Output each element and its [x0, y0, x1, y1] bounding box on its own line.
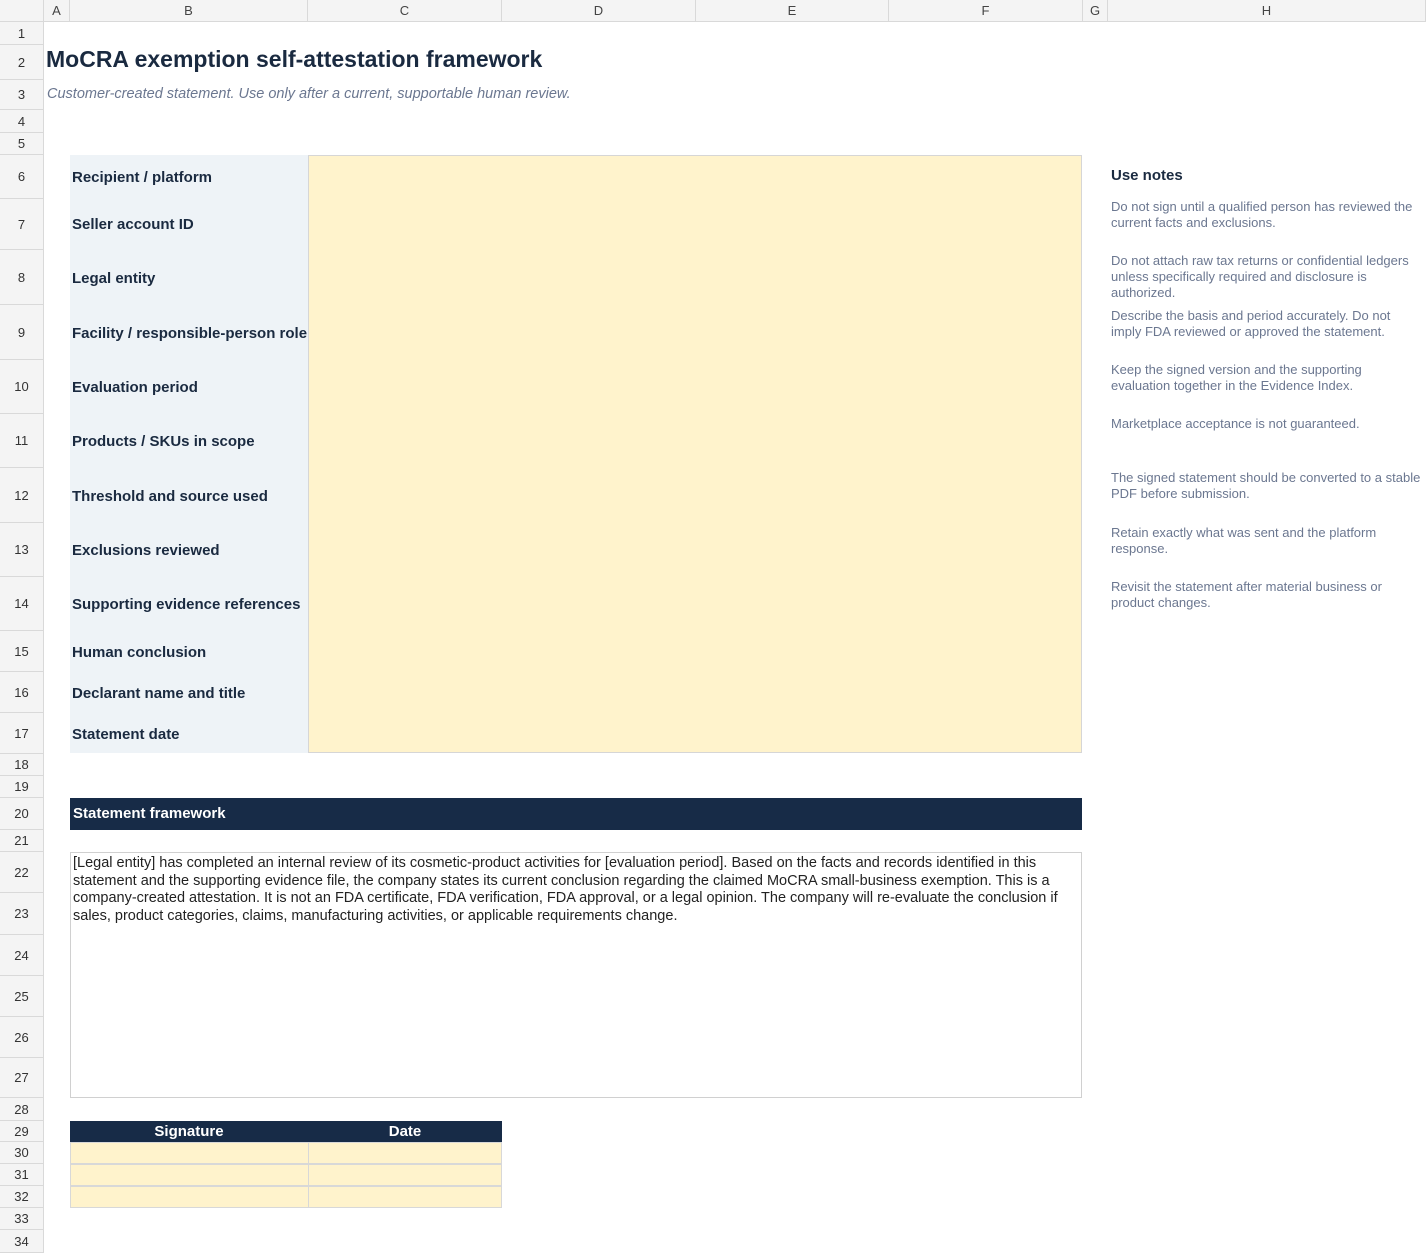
row-header[interactable]: 21 — [0, 830, 44, 852]
field-label: Supporting evidence references — [72, 595, 301, 613]
row-header[interactable]: 34 — [0, 1230, 44, 1253]
field-label: Legal entity — [72, 269, 156, 287]
row-header[interactable]: 22 — [0, 852, 44, 893]
row-header[interactable]: 11 — [0, 414, 44, 468]
use-note: Retain exactly what was sent and the platform response. — [1111, 525, 1377, 556]
date-cell[interactable] — [308, 1142, 502, 1164]
row-header[interactable]: 18 — [0, 754, 44, 776]
row-header[interactable]: 26 — [0, 1017, 44, 1058]
field-label: Threshold and source used — [72, 487, 268, 505]
row-header[interactable]: 7 — [0, 199, 44, 250]
row-header[interactable]: 28 — [0, 1098, 44, 1121]
row-header[interactable]: 14 — [0, 577, 44, 631]
use-note: The signed statement should be converted to a stable PDF before submission. — [1111, 470, 1421, 501]
row-header[interactable]: 6 — [0, 155, 44, 199]
row-header[interactable]: 32 — [0, 1186, 44, 1208]
row-header[interactable]: 4 — [0, 110, 44, 133]
row-header[interactable]: 30 — [0, 1142, 44, 1164]
field-label: Exclusions reviewed — [72, 541, 220, 559]
column-header[interactable]: H — [1108, 0, 1426, 22]
row-header[interactable]: 8 — [0, 250, 44, 305]
use-notes-title: Use notes — [1111, 167, 1183, 184]
row-header[interactable]: 5 — [0, 133, 44, 155]
field-label: Statement date — [72, 725, 180, 743]
row-header[interactable]: 9 — [0, 305, 44, 360]
field-label: Evaluation period — [72, 378, 198, 396]
use-note: Do not sign until a qualified person has reviewed the current facts and exclusions. — [1111, 199, 1413, 230]
row-header[interactable]: 16 — [0, 672, 44, 713]
field-label: Declarant name and title — [72, 684, 246, 702]
row-header[interactable]: 17 — [0, 713, 44, 754]
row-header[interactable]: 24 — [0, 935, 44, 976]
row-header[interactable]: 10 — [0, 360, 44, 414]
row-header[interactable]: 3 — [0, 80, 44, 110]
column-header[interactable]: D — [502, 0, 696, 22]
column-header[interactable]: E — [696, 0, 889, 22]
column-header[interactable]: B — [70, 0, 308, 22]
row-header[interactable]: 23 — [0, 893, 44, 935]
field-label: Seller account ID — [72, 215, 194, 233]
use-note: Do not attach raw tax returns or confidential ledgers unless specifically required and disclosure is authorized. — [1111, 253, 1409, 300]
select-all-corner[interactable] — [0, 0, 44, 22]
row-header[interactable]: 2 — [0, 45, 44, 80]
column-header[interactable]: F — [889, 0, 1083, 22]
column-header[interactable]: A — [44, 0, 70, 22]
field-input-area[interactable] — [308, 155, 1082, 753]
field-label: Products / SKUs in scope — [72, 432, 255, 450]
field-label: Facility / responsible-person role — [72, 324, 308, 342]
date-cell[interactable] — [308, 1186, 502, 1208]
row-header[interactable]: 31 — [0, 1164, 44, 1186]
use-note: Keep the signed version and the supporting evaluation together in the Evidence Index. — [1111, 362, 1362, 393]
use-note: Marketplace acceptance is not guaranteed. — [1111, 416, 1360, 431]
column-header[interactable]: C — [308, 0, 502, 22]
date-column-header: Date — [308, 1121, 502, 1142]
use-note: Describe the basis and period accurately. Do not imply FDA reviewed or approved the statement. — [1111, 308, 1391, 339]
field-label-column — [70, 155, 308, 753]
row-header[interactable]: 27 — [0, 1058, 44, 1098]
statement-framework-header: Statement framework — [70, 798, 1082, 830]
statement-text-cell[interactable]: [Legal entity] has completed an internal review of its cosmetic-product activities for [evaluation period]. Based on the facts and records identified in this statement and the supporting evidence file, the company states its current conclusion regarding the claimed MoCRA small-business exemption. This is a company-created attestation. It is not an FDA certificate, FDA verification, FDA approval, or a legal opinion. The company will re-evaluate the conclusion if sales, product categories, claims, manufacturing activities, or applicable requirements change. — [70, 852, 1082, 1098]
signature-cell[interactable] — [70, 1142, 309, 1164]
row-header[interactable]: 20 — [0, 798, 44, 830]
row-header[interactable]: 15 — [0, 631, 44, 672]
row-header[interactable]: 29 — [0, 1121, 44, 1142]
date-cell[interactable] — [308, 1164, 502, 1186]
row-header[interactable]: 25 — [0, 976, 44, 1017]
row-header[interactable]: 13 — [0, 523, 44, 577]
signature-cell[interactable] — [70, 1164, 309, 1186]
row-header[interactable]: 33 — [0, 1208, 44, 1230]
signature-column-header: Signature — [70, 1121, 308, 1142]
row-header[interactable]: 1 — [0, 22, 44, 45]
row-header[interactable]: 12 — [0, 468, 44, 523]
page-subtitle: Customer-created statement. Use only after a current, supportable human review. — [47, 86, 571, 102]
page-title: MoCRA exemption self-attestation framework — [46, 46, 543, 72]
use-note: Revisit the statement after material business or product changes. — [1111, 579, 1382, 610]
row-header[interactable]: 19 — [0, 776, 44, 798]
column-header[interactable]: G — [1083, 0, 1108, 22]
field-label: Human conclusion — [72, 643, 207, 661]
signature-cell[interactable] — [70, 1186, 309, 1208]
field-label: Recipient / platform — [72, 168, 213, 186]
